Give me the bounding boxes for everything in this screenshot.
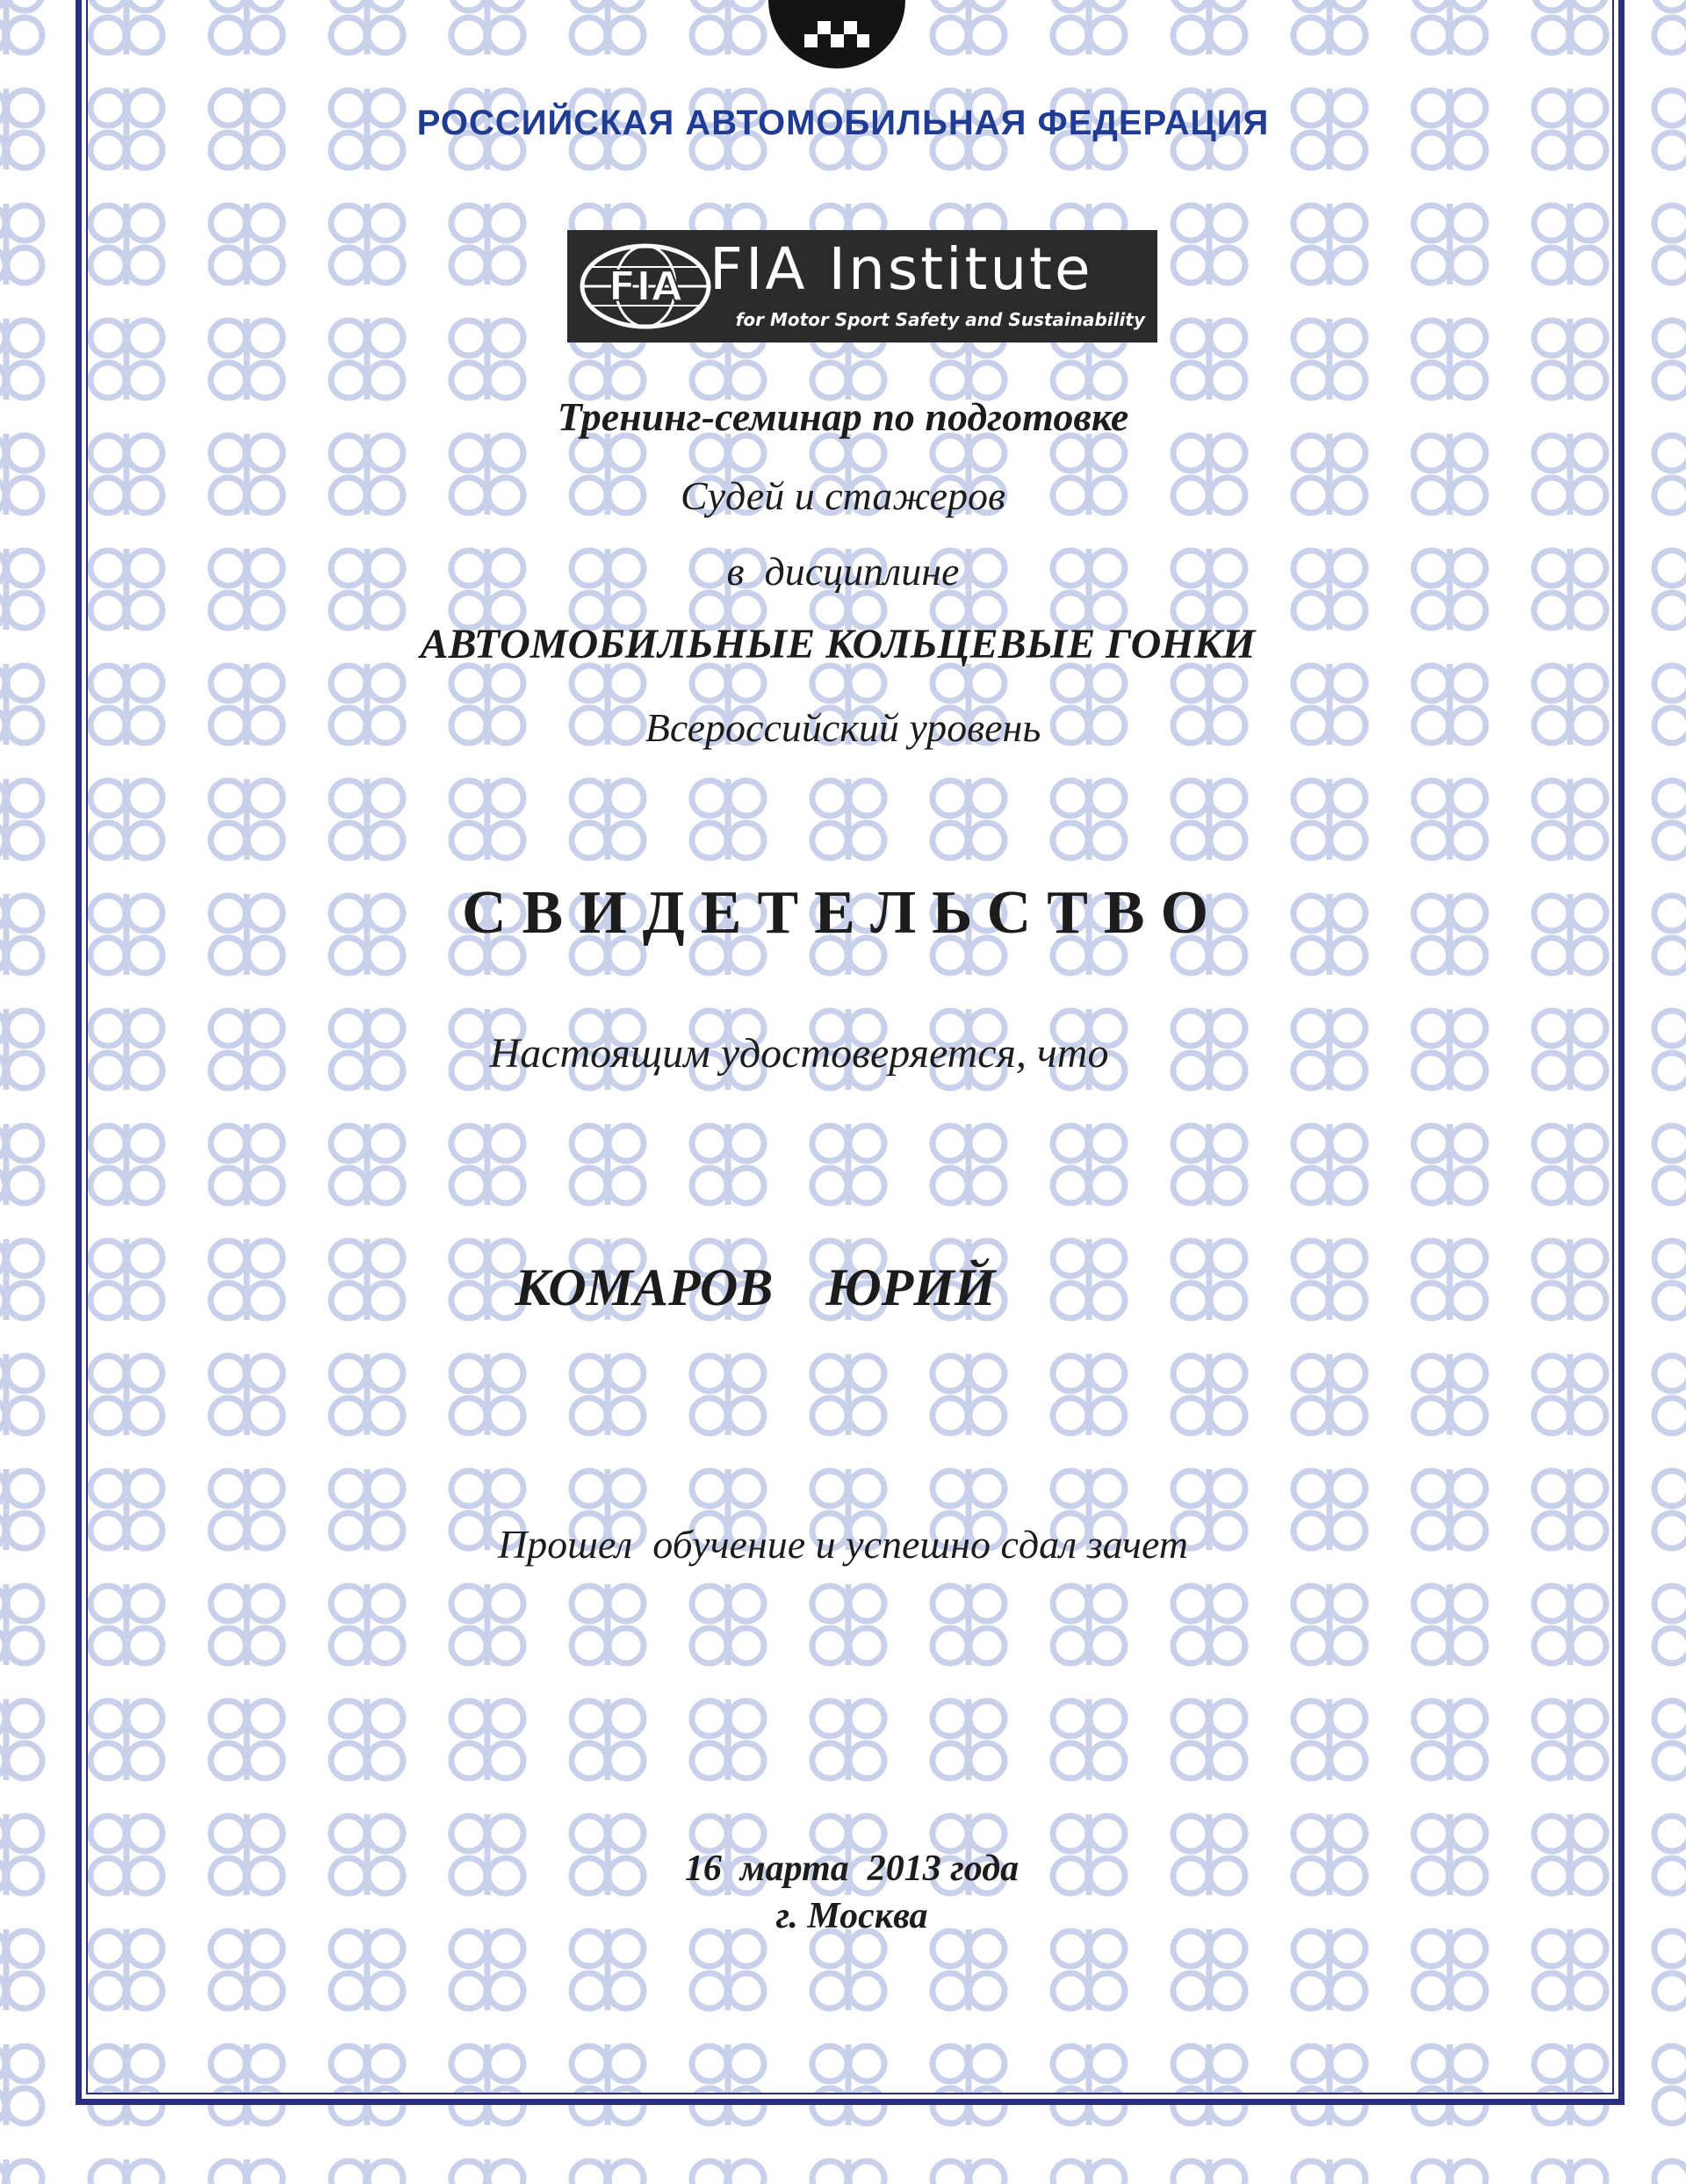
fia-institute-name: FIA Institute [710,235,1093,303]
certificate-result: Прошел обучение и успешно сдал зачет [497,1522,1189,1567]
federation-name: РОССИЙСКАЯ АВТОМОБИЛЬНАЯ ФЕДЕРАЦИЯ [416,104,1270,142]
certificate-holder-name: КОМАРОВ ЮРИЙ [515,1258,996,1316]
certificate-title: СВИДЕТЕЛЬСТВО [461,879,1225,947]
fia-badge-text: FIA [608,263,683,310]
raf-emblem-icon [736,0,938,70]
fia-institute-tagline: for Motor Sport Safety and Sustainability [735,309,1145,330]
issue-city: г. Москва [775,1896,928,1936]
issue-date: 16 марта 2013 года [684,1849,1020,1889]
seminar-discipline: АВТОМОБИЛЬНЫЕ КОЛЬЦЕВЫЕ ГОНКИ [420,621,1256,667]
seminar-audience: Судей и стажеров [681,473,1005,518]
seminar-level: Всероссийский уровень [645,705,1041,750]
fia-globe-icon [580,242,711,330]
certificate-statement: Настоящим удостоверяется, что [489,1030,1109,1077]
fia-institute-logo [567,230,1157,342]
seminar-discipline-label: в дисциплине [726,549,960,594]
seminar-title: Тренинг-семинар по подготовке [557,394,1129,439]
